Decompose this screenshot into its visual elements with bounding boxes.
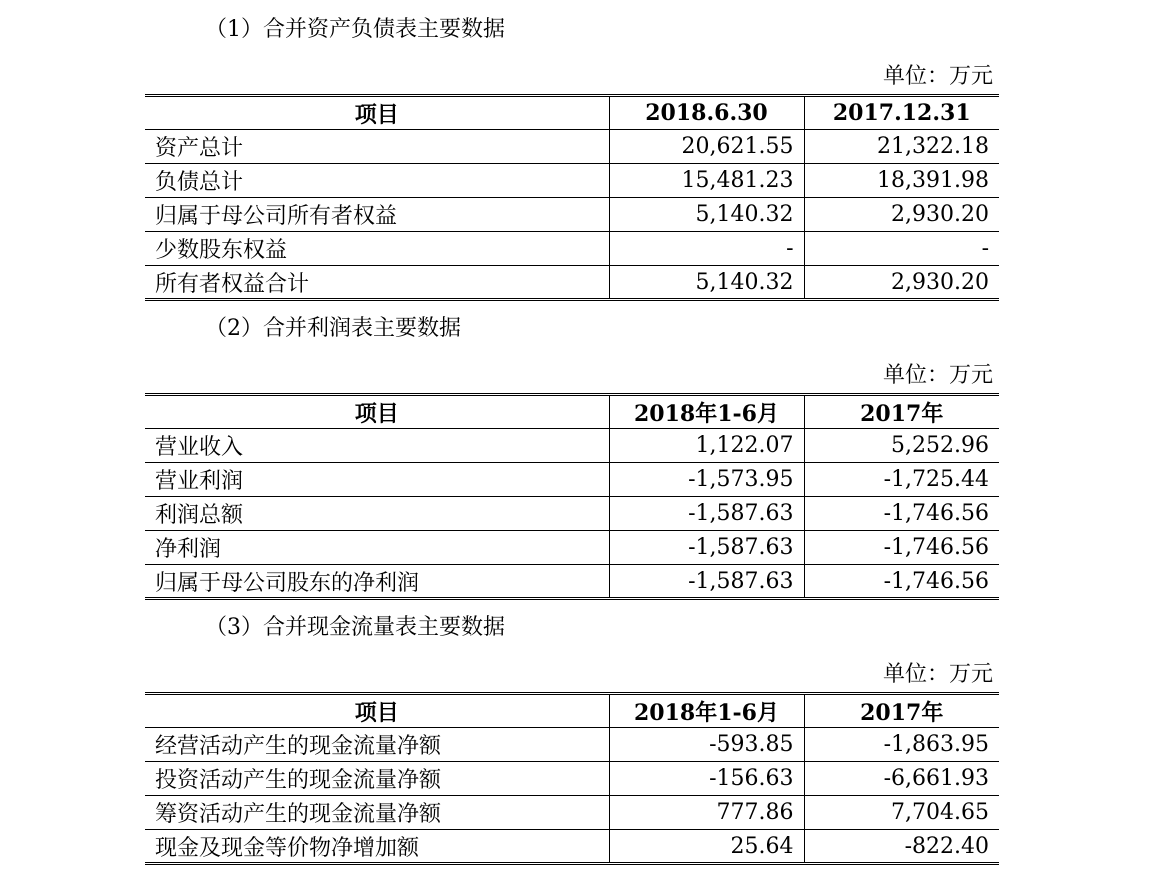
column-header-period-2: 2017年 [804, 694, 999, 728]
balance-sheet-unit: 单位：万元 [882, 64, 993, 89]
row-value: -1,587.63 [609, 531, 804, 565]
row-label: 筹资活动产生的现金流量净额 [145, 796, 609, 830]
column-header-period-1: 2018年1-6月 [609, 694, 804, 728]
row-value: 21,322.18 [804, 130, 999, 164]
table-row [145, 531, 999, 565]
table-row [145, 497, 999, 531]
table-header-row [145, 694, 999, 728]
balance-sheet-table [145, 94, 999, 301]
row-value: -156.63 [609, 762, 804, 796]
row-value: 2,930.20 [804, 198, 999, 232]
table-row [145, 164, 999, 198]
row-value: -822.40 [804, 830, 999, 864]
income-statement-unit: 单位：万元 [882, 363, 993, 388]
row-label: 少数股东权益 [145, 232, 609, 266]
row-value: -1,863.95 [804, 728, 999, 762]
cash-flow-unit: 单位：万元 [882, 662, 993, 687]
income-statement-table [145, 393, 999, 600]
row-value: 15,481.23 [609, 164, 804, 198]
row-value: -1,725.44 [804, 463, 999, 497]
column-header-period-2: 2017年 [804, 395, 999, 429]
table-row [145, 198, 999, 232]
row-label: 归属于母公司股东的净利润 [145, 565, 609, 599]
cash-flow-table [145, 692, 999, 865]
table-row [145, 232, 999, 266]
table-header-row [145, 96, 999, 130]
row-label: 负债总计 [145, 164, 609, 198]
row-value: -593.85 [609, 728, 804, 762]
row-value: 5,252.96 [804, 429, 999, 463]
row-value: 2,930.20 [804, 266, 999, 300]
table-row [145, 796, 999, 830]
table-row [145, 762, 999, 796]
row-value: -1,587.63 [609, 497, 804, 531]
row-value: 5,140.32 [609, 266, 804, 300]
table-header-row [145, 395, 999, 429]
column-header-period-1: 2018年1-6月 [609, 395, 804, 429]
row-label: 资产总计 [145, 130, 609, 164]
table-row [145, 130, 999, 164]
column-header-item: 项目 [354, 699, 399, 726]
table-row [145, 429, 999, 463]
row-label: 营业利润 [145, 463, 609, 497]
row-value: -1,573.95 [609, 463, 804, 497]
table-row [145, 266, 999, 300]
row-value: - [609, 232, 804, 266]
row-label: 经营活动产生的现金流量净额 [145, 728, 609, 762]
balance-sheet-title: （1）合并资产负债表主要数据 [205, 17, 505, 42]
row-value: 18,391.98 [804, 164, 999, 198]
row-label: 营业收入 [145, 429, 609, 463]
row-value: 25.64 [609, 830, 804, 864]
table-row [145, 728, 999, 762]
income-statement-title: （2）合并利润表主要数据 [205, 316, 461, 341]
row-label: 所有者权益合计 [145, 266, 609, 300]
table-row [145, 463, 999, 497]
row-value: -1,587.63 [609, 565, 804, 599]
row-value: -1,746.56 [804, 497, 999, 531]
row-label: 净利润 [145, 531, 609, 565]
row-value: -1,746.56 [804, 565, 999, 599]
row-value: 7,704.65 [804, 796, 999, 830]
table-row [145, 565, 999, 599]
column-header-period-2: 2017.12.31 [804, 96, 999, 130]
row-label: 利润总额 [145, 497, 609, 531]
row-value: 20,621.55 [609, 130, 804, 164]
row-value: - [804, 232, 999, 266]
cash-flow-title: （3）合并现金流量表主要数据 [205, 615, 505, 640]
row-label: 投资活动产生的现金流量净额 [145, 762, 609, 796]
column-header-period-1: 2018.6.30 [609, 96, 804, 130]
row-value: 5,140.32 [609, 198, 804, 232]
row-label: 现金及现金等价物净增加额 [145, 830, 609, 864]
table-row [145, 830, 999, 864]
row-value: 777.86 [609, 796, 804, 830]
column-header-item: 项目 [354, 101, 399, 128]
row-label: 归属于母公司所有者权益 [145, 198, 609, 232]
row-value: 1,122.07 [609, 429, 804, 463]
row-value: -1,746.56 [804, 531, 999, 565]
column-header-item: 项目 [354, 400, 399, 427]
row-value: -6,661.93 [804, 762, 999, 796]
